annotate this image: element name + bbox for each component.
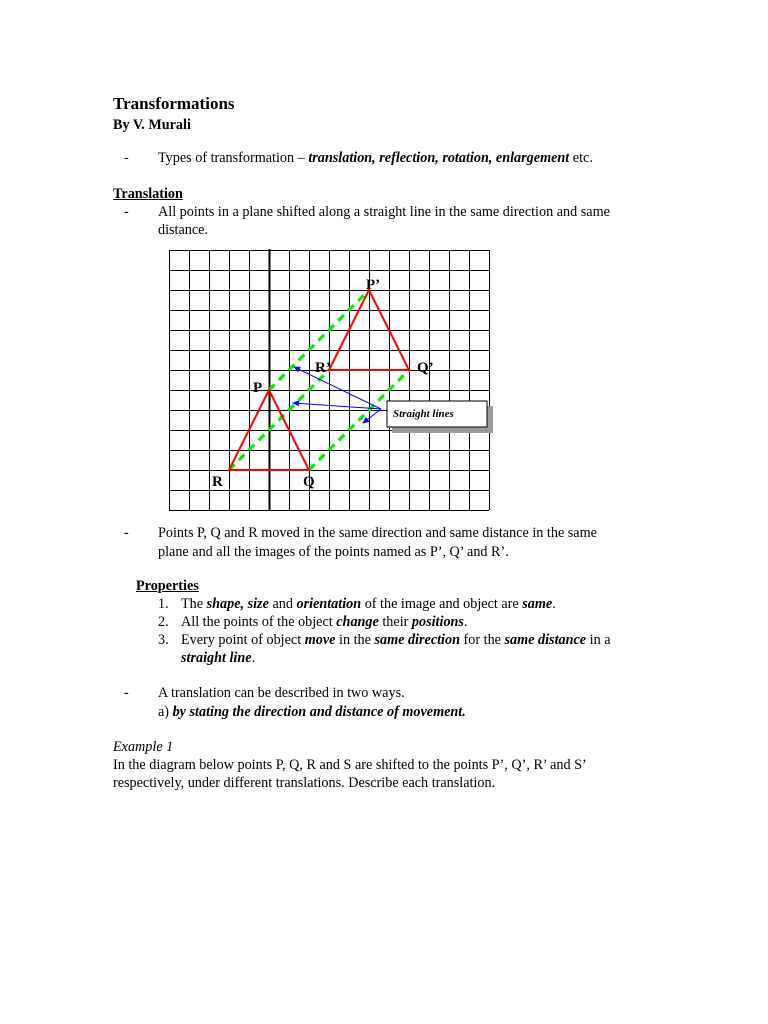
label-p-image: P’ [366, 277, 381, 293]
emphasis: change [336, 614, 379, 630]
property-3 [181, 632, 611, 649]
emphasis: same distance [504, 632, 587, 648]
emphasis: move [304, 632, 336, 648]
points-line2: plane and all the images of the points named as P’, Q’ and R’. [158, 544, 509, 560]
author: By V. Murali [113, 117, 191, 133]
property-2 [181, 614, 468, 631]
types-list: translation, reflection, rotation, enlargement [308, 150, 570, 166]
bullet-dash: - [124, 150, 129, 166]
label-r-image: R’ [315, 360, 331, 376]
types-suffix: etc. [569, 150, 593, 166]
property-number: 2. [158, 614, 169, 630]
points-line1: Points P, Q and R moved in the same direction and same distance in the same [158, 525, 597, 541]
text: All the points of the object [181, 614, 337, 630]
bullet-dash: - [124, 525, 129, 541]
arrow-2 [293, 403, 381, 409]
label-r: R [212, 474, 223, 490]
text: . [251, 650, 256, 666]
emphasis: same [522, 596, 553, 612]
property-3-cont [181, 650, 255, 667]
example-line2: respectively, under different translations. Describe each translation. [113, 775, 496, 791]
text: . [463, 614, 468, 630]
callout-label: Straight lines [393, 408, 454, 420]
grid [169, 250, 490, 511]
emphasis: straight line [181, 650, 252, 666]
text: a) [158, 704, 173, 720]
page-title: Transformations [113, 94, 235, 113]
translation-heading: Translation [113, 186, 183, 202]
text: their [378, 614, 412, 630]
bullet-dash: - [124, 685, 129, 701]
translation-diagram [160, 240, 500, 520]
text: in a [586, 632, 611, 648]
translation-def-line1: All points in a plane shifted along a straight line in the same direction and same [158, 204, 610, 220]
callout-arrows [293, 367, 381, 423]
text: The [181, 596, 207, 612]
property-number: 1. [158, 596, 169, 612]
properties-heading: Properties [136, 578, 199, 594]
types-line [158, 150, 593, 167]
text: of the image and object are [361, 596, 523, 612]
emphasis: shape, size [206, 596, 269, 612]
bullet-dash: - [124, 204, 129, 220]
text: . [552, 596, 556, 612]
arrow-3 [363, 409, 381, 423]
property-number: 3. [158, 632, 169, 648]
text: and [268, 596, 297, 612]
text: Every point of object [181, 632, 305, 648]
example-title: Example 1 [113, 739, 174, 755]
emphasis: orientation [296, 596, 362, 612]
types-prefix: Types of transformation – [158, 150, 309, 166]
example-line1: In the diagram below points P, Q, R and S are shifted to the points P’, Q’, R’ and S’ [113, 757, 587, 773]
emphasis: same direction [374, 632, 460, 648]
arrow-1 [294, 367, 381, 409]
text: for the [459, 632, 505, 648]
describe-line1: A translation can be described in two ways. [158, 685, 405, 701]
path-line-r [229, 370, 329, 470]
label-p: P [253, 380, 263, 396]
emphasis: by stating the direction and distance of movement. [172, 704, 466, 720]
emphasis: positions [411, 614, 464, 630]
describe-line2 [158, 704, 466, 721]
label-q-image: Q’ [417, 360, 434, 376]
label-q: Q [303, 474, 315, 490]
translation-def-line2: distance. [158, 222, 209, 238]
property-1 [181, 596, 556, 613]
text: in the [335, 632, 375, 648]
